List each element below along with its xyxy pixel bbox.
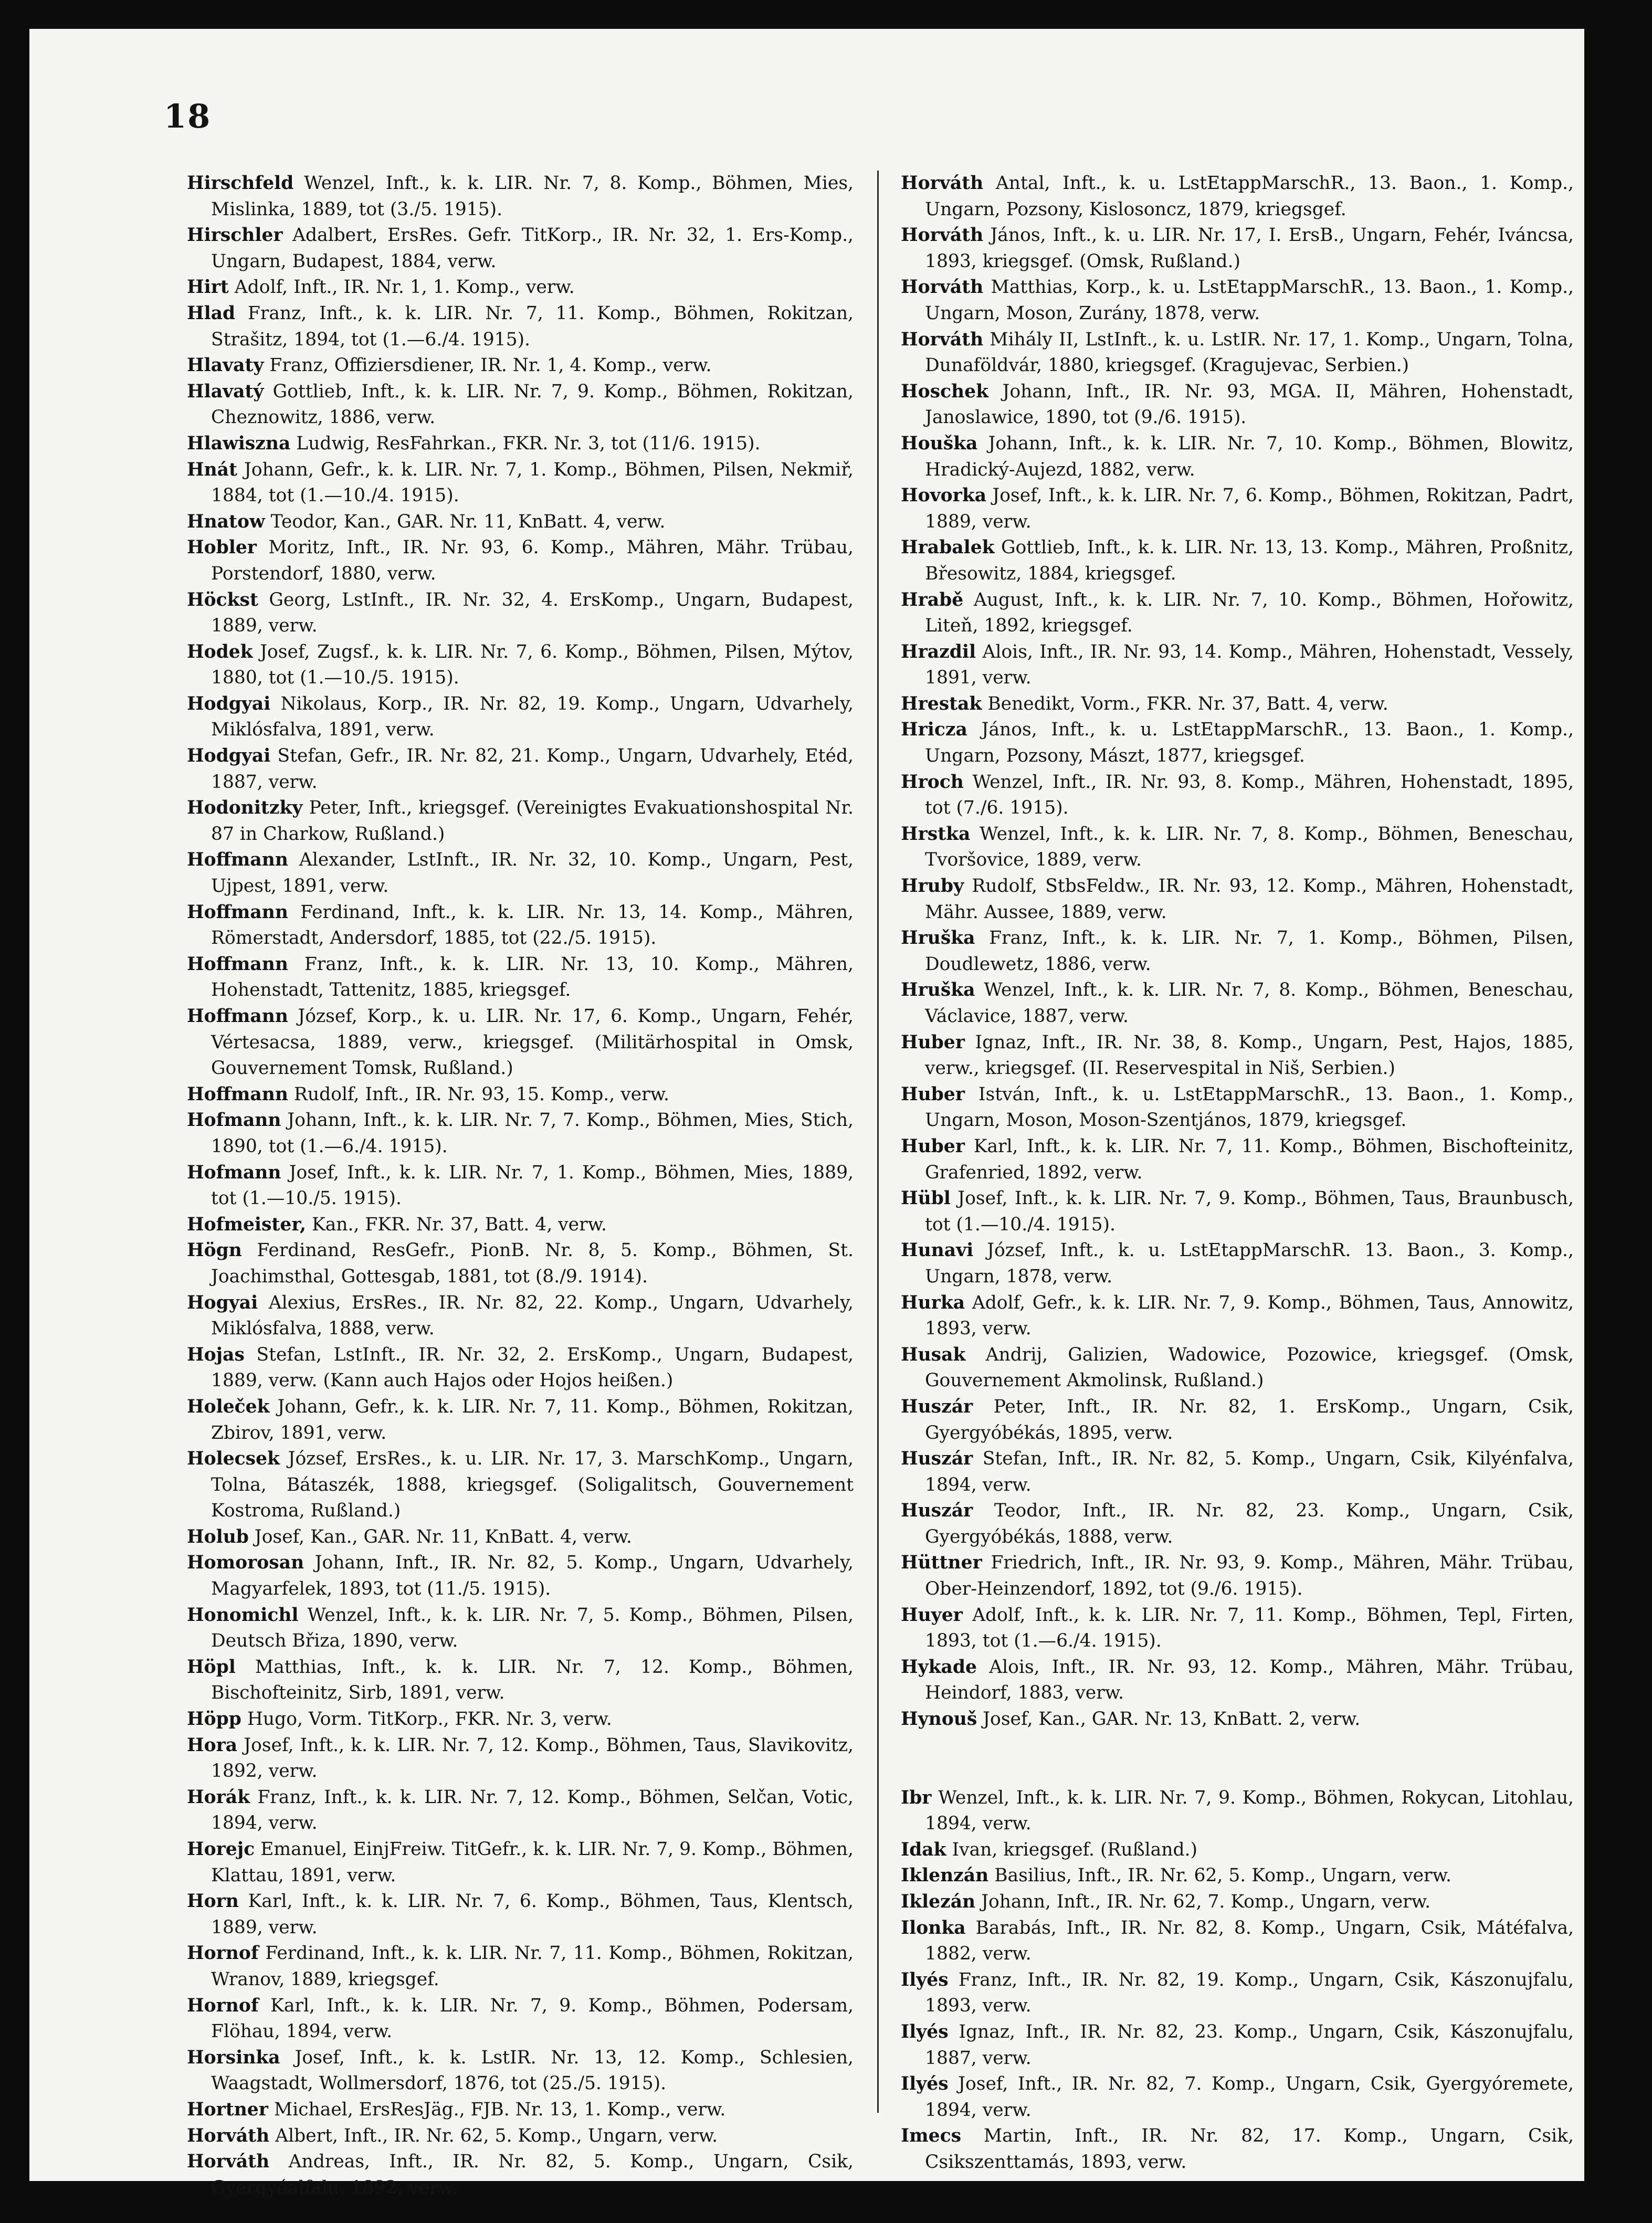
entry-surname: Hruby [901,876,964,897]
entry-surname: Hlavaty [187,355,264,376]
entry-surname: Horváth [901,225,984,246]
entry-surname: Hobler [187,537,257,559]
entry-surname: Holecsek [187,1448,280,1470]
entry-details: József, ErsRes., k. u. LIR. Nr. 17, 3. MarschKomp., Ungarn, Tolna, Bátaszék, 1888, kriegsgef. (Soligalitsch, Gouvernement Kostroma, Rußland.) [211,1448,854,1522]
entry-details: Wenzel, Inft., k. k. LIR. Nr. 7, 9. Komp., Böhmen, Rokycan, Litohlau, 1894, verw. [925,1787,1574,1835]
entry-details: Johann, Inft., IR. Nr. 82, 5. Komp., Ungarn, Udvarhely, Magyarfelek, 1893, tot (11./5. 1915). [211,1552,854,1600]
list-entry [187,353,854,379]
list-entry [187,952,854,1004]
entry-details: Adolf, Gefr., k. k. LIR. Nr. 7, 9. Komp., Böhmen, Taus, Annowitz, 1893, verw. [925,1292,1574,1340]
entry-details: Matthias, Inft., k. k. LIR. Nr. 7, 12. Komp., Böhmen, Bischofteinitz, Sirb, 1891, verw. [211,1656,854,1704]
entry-surname: Hroch [901,771,964,793]
list-entry [901,1603,1574,1655]
entry-details: Alois, Inft., IR. Nr. 93, 12. Komp., Mähren, Mähr. Trübau, Heindorf, 1883, verw. [925,1656,1574,1704]
entry-surname: Hirschler [187,225,283,246]
entry-details: Matthias, Korp., k. u. LstEtappMarschR., 13. Baon., 1. Komp., Ungarn, Moson, Zurány, 1878, verw. [925,277,1574,324]
entry-surname: Hnatow [187,511,265,532]
entry-details: Ignaz, Inft., IR. Nr. 82, 23. Komp., Ungarn, Csik, Kászonujfalu, 1887, verw. [925,2021,1574,2069]
entry-details: Albert, Inft., IR. Nr. 62, 5. Komp., Ungarn, verw. [275,2125,718,2146]
entry-details: Ferdinand, Inft., k. k. LIR. Nr. 13, 14. Komp., Mähren, Römerstadt, Andersdorf, 1885, tot (22./5. 1915). [211,901,854,949]
list-entry [901,431,1574,483]
entry-details: Alexius, ErsRes., IR. Nr. 82, 22. Komp., Ungarn, Udvarhely, Miklósfalva, 1888, verw. [211,1292,854,1340]
entry-details: Wenzel, Inft., k. k. LIR. Nr. 7, 8. Komp., Böhmen, Beneschau, Tvoršovice, 1889, verw. [925,823,1574,871]
entry-details: Franz, Inft., k. k. LIR. Nr. 13, 10. Komp., Mähren, Hohenstadt, Tattenitz, 1885, kriegsgef. [211,953,854,1001]
list-entry [187,1706,854,1733]
entry-details: Josef, Inft., k. k. LstIR. Nr. 13, 12. Komp., Schlesien, Waagstadt, Wollmersdorf, 1876, tot (25./5. 1915). [211,2047,854,2094]
list-entry [187,2149,854,2201]
entry-surname: Hübl [901,1188,951,1209]
list-entry [187,379,854,431]
left-column [187,171,854,2201]
list-entry [187,1941,854,1993]
list-entry [187,1108,854,1160]
entry-surname: Imecs [901,2125,962,2147]
entry-details: Stefan, Inft., IR. Nr. 82, 5. Komp., Ungarn, Csik, Kilyénfalva, 1894, verw. [925,1448,1574,1495]
entry-details: Franz, Offiziersdiener, IR. Nr. 1, 4. Komp., verw. [269,355,712,376]
entry-surname: Hodek [187,641,253,662]
entry-surname: Idak [901,1839,946,1860]
entry-details: Johann, Inft., IR. Nr. 62, 7. Komp., Ungarn, verw. [981,1891,1431,1912]
entry-details: Franz, Inft., k. k. LIR. Nr. 7, 11. Komp., Böhmen, Rokitzan, Strašitz, 1894, tot (1.—6./4. 1915). [211,302,854,350]
entry-details: Peter, Inft., kriegsgef. (Vereinigtes Evakuationshospital Nr. 87 in Charkow, Rußland.) [211,797,854,845]
entry-details: Hugo, Vorm. TitKorp., FKR. Nr. 3, verw. [247,1709,612,1730]
list-entry [187,1290,854,1342]
entry-details: Andreas, Inft., IR. Nr. 82, 5. Komp., Ungarn, Csik, Gyergyóalfalu, 1892, verw. [211,2151,854,2198]
entry-surname: Houška [901,433,978,454]
entry-surname: Hlavatý [187,381,264,402]
list-entry [187,587,854,639]
list-entry [187,1550,854,1602]
entry-details: Ludwig, ResFahrkan., FKR. Nr. 3, tot (11/6. 1915). [296,433,761,454]
entry-surname: Husak [901,1344,966,1365]
entry-surname: Homorosan [187,1552,304,1574]
list-entry [187,1212,854,1238]
entry-surname: Hofmann [187,1110,281,1131]
entry-details: Benedikt, Vorm., FKR. Nr. 37, Batt. 4, verw. [987,693,1388,714]
entry-details: Josef, Inft., k. k. LIR. Nr. 7, 1. Komp., Böhmen, Mies, 1889, tot (1.—10./5. 1915). [211,1162,854,1209]
list-entry [901,1342,1574,1394]
entry-details: Karl, Inft., k. k. LIR. Nr. 7, 9. Komp., Böhmen, Podersam, Flöhau, 1894, verw. [211,1995,854,2042]
document-page [29,29,1584,2198]
list-entry [901,1889,1574,1915]
list-entry [187,743,854,795]
entry-surname: Iklenzán [901,1865,989,1887]
entry-details: Basilius, Inft., IR. Nr. 62, 5. Komp., Ungarn, verw. [994,1865,1451,1887]
list-entry [901,2019,1574,2071]
list-entry [901,1446,1574,1498]
entry-details: János, Inft., k. u. LstEtappMarschR., 13. Baon., 1. Komp., Ungarn, Pozsony, Mászt, 1877, kriegsgef. [925,719,1574,767]
entry-surname: Hlad [187,302,236,324]
list-entry [187,1004,854,1082]
entry-details: Alexander, LstInft., IR. Nr. 32, 10. Komp., Ungarn, Pest, Ujpest, 1891, verw. [211,849,854,897]
column-divider [877,171,879,2113]
entry-surname: Hofmeister, [187,1214,306,1235]
entry-details: Wenzel, Inft., k. k. LIR. Nr. 7, 8. Komp., Böhmen, Beneschau, Václavice, 1887, verw. [925,979,1574,1027]
entry-details: Kan., FKR. Nr. 37, Batt. 4, verw. [311,1214,607,1235]
list-entry [901,2071,1574,2123]
list-entry [187,2045,854,2097]
list-entry [901,770,1574,821]
list-entry [187,1446,854,1524]
entry-surname: Hunavi [901,1240,974,1261]
entry-surname: Horejc [187,1839,255,1860]
entry-details: Teodor, Inft., IR. Nr. 82, 23. Komp., Ungarn, Csik, Gyergyóbékás, 1888, verw. [925,1500,1574,1547]
entry-details: Ivan, kriegsgef. (Rußland.) [952,1839,1197,1860]
list-entry [901,821,1574,873]
list-entry [187,1993,854,2045]
entry-details: Barabás, Inft., IR. Nr. 82, 8. Komp., Ungarn, Csik, Mátéfalva, 1882, verw. [925,1917,1574,1965]
entry-details: Wenzel, Inft., k. k. LIR. Nr. 7, 8. Komp., Böhmen, Mies, Mislinka, 1889, tot (3./5. 1915). [211,173,854,220]
entry-details: Josef, Zugsf., k. k. LIR. Nr. 7, 6. Komp., Böhmen, Pilsen, Mýtov, 1880, tot (1.—10./5. 1915). [211,641,854,689]
right-column [901,171,1574,2176]
list-entry [901,275,1574,326]
entry-details: Josef, Kan., GAR. Nr. 11, KnBatt. 4, verw. [254,1526,632,1547]
list-entry [187,301,854,353]
list-entry [901,1837,1574,1863]
list-entry [187,639,854,691]
list-entry [901,171,1574,223]
entry-surname: Hrazdil [901,641,976,662]
entry-surname: Hojas [187,1344,245,1365]
entry-surname: Horváth [187,2125,270,2146]
entry-surname: Horn [187,1891,239,1912]
entry-surname: Hofmann [187,1162,281,1183]
list-entry [901,587,1574,639]
list-entry [187,1655,854,1706]
entry-details: Georg, LstInft., IR. Nr. 32, 4. ErsKomp., Ungarn, Budapest, 1889, verw. [211,589,854,637]
entry-details: Franz, Inft., k. k. LIR. Nr. 7, 1. Komp., Böhmen, Pilsen, Doudlewetz, 1886, verw. [925,928,1574,975]
list-entry [187,1603,854,1655]
list-entry [187,1837,854,1889]
entry-surname: Huszár [901,1500,973,1522]
entry-details: Rudolf, StbsFeldw., IR. Nr. 93, 12. Komp., Mähren, Hohenstadt, Mähr. Aussee, 1889, verw. [925,876,1574,923]
entry-details: Nikolaus, Korp., IR. Nr. 82, 19. Komp., Ungarn, Udvarhely, Miklósfalva, 1891, verw. [211,693,854,741]
entry-surname: Ilyés [901,1969,949,1990]
entry-details: Stefan, Gefr., IR. Nr. 82, 21. Komp., Ungarn, Udvarhely, Etéd, 1887, verw. [211,745,854,793]
entry-surname: Huszár [901,1396,973,1417]
entry-surname: Hrabalek [901,537,995,559]
entry-details: Peter, Inft., IR. Nr. 82, 1. ErsKomp., Ungarn, Csik, Gyergyóbékás, 1895, verw. [925,1396,1574,1444]
entry-details: Moritz, Inft., IR. Nr. 93, 6. Komp., Mähren, Mähr. Trübau, Porstendorf, 1880, verw. [211,537,854,584]
list-entry [901,1967,1574,2019]
entry-details: Andrij, Galizien, Wadowice, Pozowice, kriegsgef. (Omsk, Gouvernement Akmolinsk, Rußland.) [925,1344,1574,1392]
entry-surname: Horváth [901,173,984,194]
list-entry [901,1186,1574,1238]
list-entry [901,1498,1574,1550]
entry-surname: Höpl [187,1656,236,1678]
entry-details: Ignaz, Inft., IR. Nr. 38, 8. Komp., Ungarn, Pest, Hajos, 1885, verw., kriegsgef. (II. Reservespital in Niš, Serbien.) [925,1031,1574,1079]
entry-surname: Huber [901,1031,965,1053]
list-entry [901,1655,1574,1706]
entry-surname: Huber [901,1083,965,1105]
entry-surname: Hodonitzky [187,797,303,819]
list-entry [901,1394,1574,1446]
entry-details: Alois, Inft., IR. Nr. 93, 14. Komp., Mähren, Hohenstadt, Vessely, 1891, verw. [925,641,1574,689]
entry-surname: Hrestak [901,693,982,714]
list-entry [187,1342,854,1394]
list-entry [901,223,1574,275]
list-entry [187,2097,854,2123]
entry-surname: Huber [901,1135,965,1157]
entry-details: János, Inft., k. u. LIR. Nr. 17, I. ErsB., Ungarn, Fehér, Iváncsa, 1893, kriegsgef. (Omsk, Rußland.) [925,225,1574,272]
entry-surname: Horák [187,1786,250,1808]
list-entry [187,457,854,509]
entry-details: Ferdinand, ResGefr., PionB. Nr. 8, 5. Komp., Böhmen, St. Joachimsthal, Gottesgab, 1881, tot (8./9. 1914). [211,1240,854,1287]
entry-surname: Huszár [901,1448,973,1470]
entry-surname: Horváth [901,277,984,298]
list-entry [901,925,1574,977]
list-entry [901,717,1574,769]
entry-surname: Hodgyai [187,745,271,767]
list-entry [187,1082,854,1108]
entry-surname: Horsinka [187,2047,280,2068]
entry-details: Rudolf, Inft., IR. Nr. 93, 15. Komp., verw. [293,1083,670,1105]
entry-surname: Hirschfeld [187,173,294,194]
entry-surname: Holub [187,1526,249,1547]
entry-details: Martin, Inft., IR. Nr. 82, 17. Komp., Ungarn, Csik, Csikszenttamás, 1893, verw. [925,2125,1574,2173]
entry-surname: Hnát [187,459,237,480]
entry-surname: Hodgyai [187,693,271,714]
entry-surname: Horváth [901,329,984,350]
list-entry [901,1706,1574,1733]
list-entry [187,1238,854,1290]
entry-surname: Ilyés [901,2073,949,2095]
list-entry [901,1082,1574,1134]
list-entry [901,1785,1574,1837]
entry-surname: Ibr [901,1787,932,1808]
list-entry [187,1889,854,1941]
entry-surname: Hurka [901,1292,965,1313]
entry-surname: Hornof [187,1995,259,2016]
entry-surname: Hricza [901,719,967,741]
entry-surname: Ilyés [901,2021,949,2042]
entry-surname: Hoffmann [187,901,288,923]
entry-details: Adalbert, ErsRes. Gefr. TitKorp., IR. Nr. 32, 1. Ers-Komp., Ungarn, Budapest, 1884, verw. [211,225,854,272]
entry-details: Josef, Inft., IR. Nr. 82, 7. Komp., Ungarn, Csik, Gyergyóremete, 1894, verw. [925,2073,1574,2121]
entry-details: Wenzel, Inft., k. k. LIR. Nr. 7, 5. Komp., Böhmen, Pilsen, Deutsch Břiza, 1890, verw. [211,1604,854,1652]
entry-surname: Hlawiszna [187,433,291,454]
entry-surname: Hoffmann [187,1083,288,1105]
entry-surname: Hora [187,1734,238,1756]
entry-surname: Huyer [901,1604,963,1626]
entry-details: József, Inft., k. u. LstEtappMarschR. 13. Baon., 3. Komp., Ungarn, 1878, verw. [925,1240,1574,1287]
entry-surname: Hornof [187,1943,259,1964]
entry-surname: Hoffmann [187,849,288,871]
entry-details: Franz, Inft., IR. Nr. 82, 19. Komp., Ungarn, Csik, Kászonujfalu, 1893, verw. [925,1969,1574,2017]
entry-details: Johann, Inft., k. k. LIR. Nr. 7, 7. Komp., Böhmen, Mies, Stich, 1890, tot (1.—6./4. 1915). [211,1110,854,1157]
entry-details: István, Inft., k. u. LstEtappMarschR., 13. Baon., 1. Komp., Ungarn, Moson, Moson-Szentjános, 1879, kriegsgef. [925,1083,1574,1131]
list-entry [187,1785,854,1837]
entry-surname: Iklezán [901,1891,976,1912]
entry-surname: Hykade [901,1656,977,1678]
entry-details: Gottlieb, Inft., k. k. LIR. Nr. 7, 9. Komp., Böhmen, Rokitzan, Cheznowitz, 1886, verw. [211,381,854,428]
entry-surname: Höpp [187,1709,241,1730]
list-entry [187,795,854,847]
entry-surname: Högn [187,1240,242,1261]
list-entry [901,873,1574,925]
entry-details: Johann, Inft., IR. Nr. 93, MGA. II, Mähren, Hohenstadt, Janoslawice, 1890, tot (9./6. 1915). [925,381,1574,428]
list-entry [901,691,1574,718]
entry-surname: Hirt [187,277,229,298]
page-number: 18 [164,97,212,135]
entry-surname: Hruška [901,979,975,1001]
list-entry [901,1134,1574,1186]
entry-surname: Horváth [187,2151,270,2173]
entry-details: Karl, Inft., k. k. LIR. Nr. 7, 11. Komp., Böhmen, Bischofteinitz, Grafenried, 1892, verw. [925,1135,1574,1183]
entry-details: Adolf, Inft., k. k. LIR. Nr. 7, 11. Komp., Böhmen, Tepl, Firten, 1893, tot (1.—6./4. 1915). [925,1604,1574,1652]
entry-surname: Höckst [187,589,258,610]
list-entry [901,535,1574,587]
entry-details: Teodor, Kan., GAR. Nr. 11, KnBatt. 4, verw. [270,511,666,532]
entry-surname: Hynouš [901,1709,977,1730]
list-entry [187,1524,854,1551]
entry-details: Wenzel, Inft., IR. Nr. 93, 8. Komp., Mähren, Hohenstadt, 1895, tot (7./6. 1915). [925,771,1574,819]
list-entry [187,1733,854,1785]
list-entry [187,847,854,899]
list-entry [187,1394,854,1446]
list-entry [901,1238,1574,1290]
list-entry [901,1030,1574,1082]
list-entry [901,379,1574,431]
list-entry [187,535,854,587]
list-entry [187,223,854,275]
list-entry [187,431,854,457]
list-entry [187,900,854,952]
list-entry [187,1160,854,1212]
list-entry [901,639,1574,691]
list-entry [901,1915,1574,1967]
list-entry [187,509,854,535]
entry-surname: Hrabě [901,589,964,610]
entry-surname: Hüttner [901,1552,982,1574]
entry-surname: Hruška [901,928,975,949]
list-entry [187,691,854,743]
section-gap [901,1733,1574,1785]
entry-details: Emanuel, EinjFreiw. TitGefr., k. k. LIR. Nr. 7, 9. Komp., Böhmen, Klattau, 1891, verw. [211,1839,854,1886]
entry-surname: Ilonka [901,1917,966,1938]
entry-details: József, Korp., k. u. LIR. Nr. 17, 6. Komp., Ungarn, Fehér, Vértesacsa, 1889, verw., kriegsgef. (Militärhospital in Omsk, Gouvernement Tomsk, Rußland.) [211,1006,854,1079]
entry-details: Antal, Inft., k. u. LstEtappMarschR., 13. Baon., 1. Komp., Ungarn, Pozsony, Kislosoncz, 1879, kriegsgef. [925,173,1574,220]
entry-details: Mihály II, LstInft., k. u. LstIR. Nr. 17, 1. Komp., Ungarn, Tolna, Dunaföldvár, 1880, kriegsgef. (Kragujevac, Serbien.) [925,329,1574,376]
entry-surname: Holeček [187,1396,270,1417]
list-entry [187,171,854,223]
list-entry [901,2123,1574,2175]
list-entry [901,1863,1574,1889]
entry-surname: Honomichl [187,1604,299,1626]
entry-details: Johann, Inft., k. k. LIR. Nr. 7, 10. Komp., Böhmen, Blowitz, Hradický-Aujezd, 1882, verw. [925,433,1574,480]
entry-details: Johann, Gefr., k. k. LIR. Nr. 7, 11. Komp., Böhmen, Rokitzan, Zbirov, 1891, verw. [211,1396,854,1444]
entry-details: August, Inft., k. k. LIR. Nr. 7, 10. Komp., Böhmen, Hořowitz, Liteň, 1892, kriegsgef. [925,589,1574,637]
entry-surname: Hogyai [187,1292,258,1313]
entry-details: Johann, Gefr., k. k. LIR. Nr. 7, 1. Komp., Böhmen, Pilsen, Nekmiř, 1884, tot (1.—10./4. 1915). [211,459,854,507]
entry-surname: Hrstka [901,823,971,845]
entry-surname: Hovorka [901,485,987,507]
entry-details: Friedrich, Inft., IR. Nr. 93, 9. Komp., Mähren, Mähr. Trübau, Ober-Heinzendorf, 1892, tot (9./6. 1915). [925,1552,1574,1600]
list-entry [901,1550,1574,1602]
entry-surname: Hortner [187,2099,268,2120]
entry-details: Josef, Kan., GAR. Nr. 13, KnBatt. 2, verw. [983,1709,1361,1730]
list-entry [187,2123,854,2150]
list-entry [187,275,854,301]
list-entry [901,483,1574,535]
entry-details: Michael, ErsResJäg., FJB. Nr. 13, 1. Komp., verw. [273,2099,726,2120]
entry-details: Ferdinand, Inft., k. k. LIR. Nr. 7, 11. Komp., Böhmen, Rokitzan, Wranov, 1889, kriegsgef. [211,1943,854,1990]
entry-details: Karl, Inft., k. k. LIR. Nr. 7, 6. Komp., Böhmen, Taus, Klentsch, 1889, verw. [211,1891,854,1938]
entry-details: Josef, Inft., k. k. LIR. Nr. 7, 12. Komp., Böhmen, Taus, Slavikovitz, 1892, verw. [211,1734,854,1782]
entry-surname: Hoschek [901,381,988,402]
entry-surname: Hoffmann [187,953,288,975]
entry-details: Gottlieb, Inft., k. k. LIR. Nr. 13, 13. Komp., Mähren, Proßnitz, Břesowitz, 1884, kriegsgef. [925,537,1574,584]
entry-details: Franz, Inft., k. k. LIR. Nr. 7, 12. Komp., Böhmen, Selčan, Votic, 1894, verw. [211,1786,854,1834]
list-entry [901,1290,1574,1342]
entry-surname: Hoffmann [187,1006,288,1027]
entry-details: Adolf, Inft., IR. Nr. 1, 1. Komp., verw. [234,277,575,298]
list-entry [901,977,1574,1029]
entry-details: Josef, Inft., k. k. LIR. Nr. 7, 9. Komp., Böhmen, Taus, Braunbusch, tot (1.—10./4. 1915). [925,1188,1574,1235]
list-entry [901,327,1574,379]
entry-details: Josef, Inft., k. k. LIR. Nr. 7, 6. Komp., Böhmen, Rokitzan, Padrt, 1889, verw. [925,485,1574,532]
entry-details: Stefan, LstInft., IR. Nr. 32, 2. ErsKomp., Ungarn, Budapest, 1889, verw. (Kann auch Hajos oder Hojos heißen.) [211,1344,854,1392]
